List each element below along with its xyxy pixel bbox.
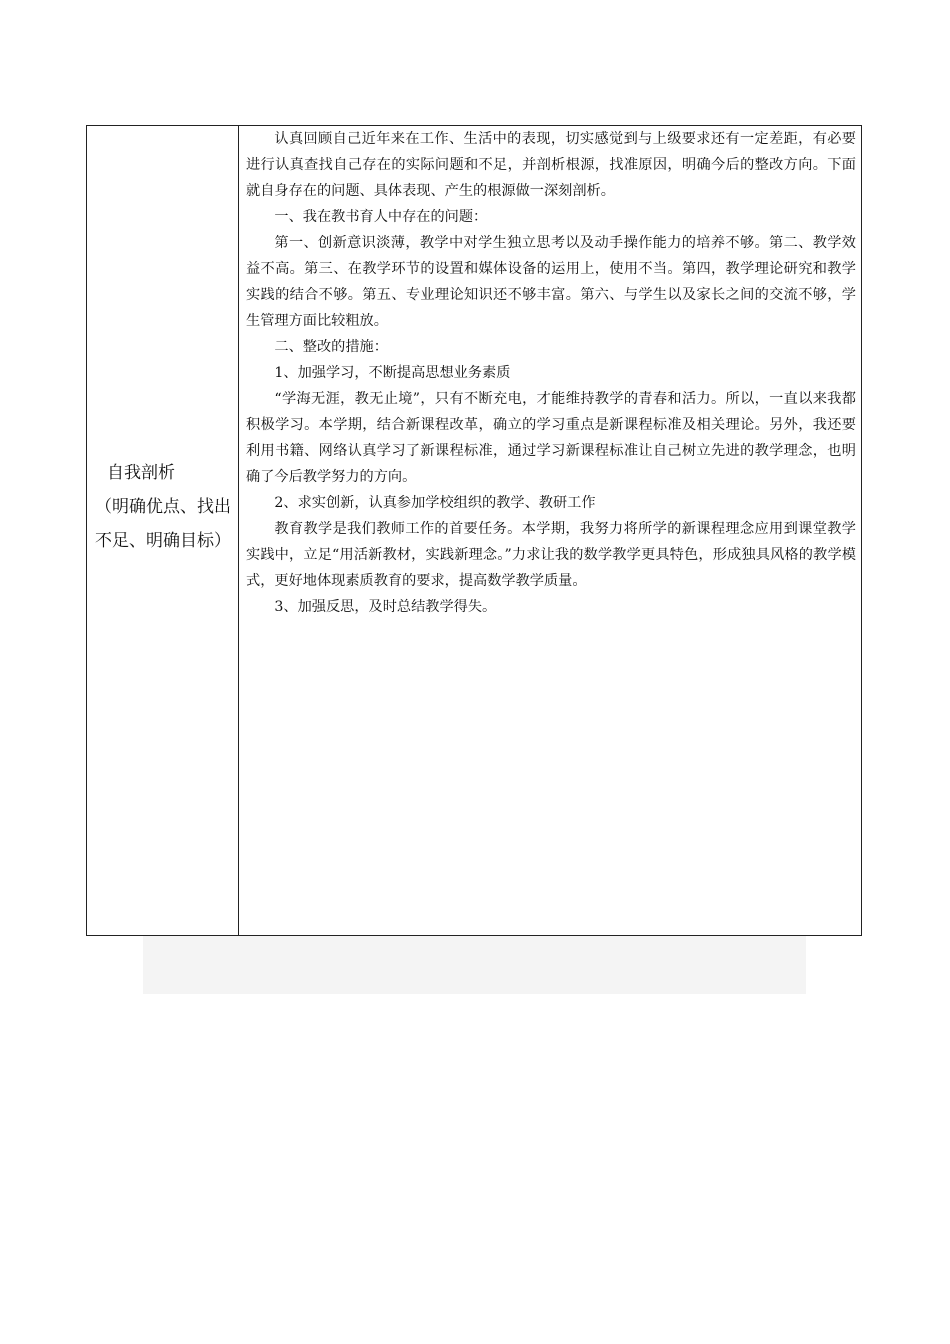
measure-2-body: 教育教学是我们教师工作的首要任务。本学期，我努力将所学的新课程理念应用到课堂教学实践中，立足“用活新教材，实践新理念。”力求让我的数学教学更具特色，形成独具风格的教学模式，更好地体现素质教育的要求，提高数学教学质量。 (246, 521, 856, 589)
label-cell (87, 126, 239, 935)
measure-2-title: 2、求实创新，认真参加学校组织的教学、教研工作 (274, 495, 596, 511)
row-label (95, 456, 237, 558)
heading-measures: 二、整改的措施： (274, 339, 388, 355)
analysis-content (246, 126, 856, 620)
heading-problems: 一、我在教书育人中存在的问题： (274, 209, 488, 225)
measure-3-title: 3、加强反思，及时总结教学得失。 (274, 599, 497, 615)
paragraph-problems: 第一、创新意识淡薄，教学中对学生独立思考以及动手操作能力的培养不够。第二、教学效益不高。第三、在教学环节的设置和媒体设备的运用上，使用不当。第四，教学理论研究和教学实践的结合不够。第五、专业理论知识还不够丰富。第六、与学生以及家长之间的交流不够，学生管理方面比较粗放。 (246, 235, 856, 329)
paragraph-intro: 认真回顾自己近年来在工作、生活中的表现，切实感觉到与上级要求还有一定差距，有必要进行认真查找自己存在的实际问题和不足，并剖析根源，找准原因，明确今后的整改方向。下面就自身存在的问题、具体表现、产生的根源做一深刻剖析。 (246, 131, 856, 199)
row-label-note: （明确优点、找出不足、明确目标） (95, 497, 231, 551)
measure-1-body: “学海无涯，教无止境”，只有不断充电，才能维持教学的青春和活力。所以，一直以来我都积极学习。本学期，结合新课程改革，确立的学习重点是新课程标准及相关理论。另外，我还要利用书籍、网络认真学习了新课程标准，通过学习新课程标准让自己树立先进的教学理念，也明确了今后教学努力的方向。 (246, 391, 856, 485)
content-cell (240, 126, 861, 935)
self-analysis-table (86, 125, 862, 936)
footer-shade-bar (143, 936, 806, 994)
measure-1-title: 1、加强学习，不断提高思想业务素质 (274, 365, 511, 381)
row-label-title: 自我剖析 (107, 463, 175, 483)
